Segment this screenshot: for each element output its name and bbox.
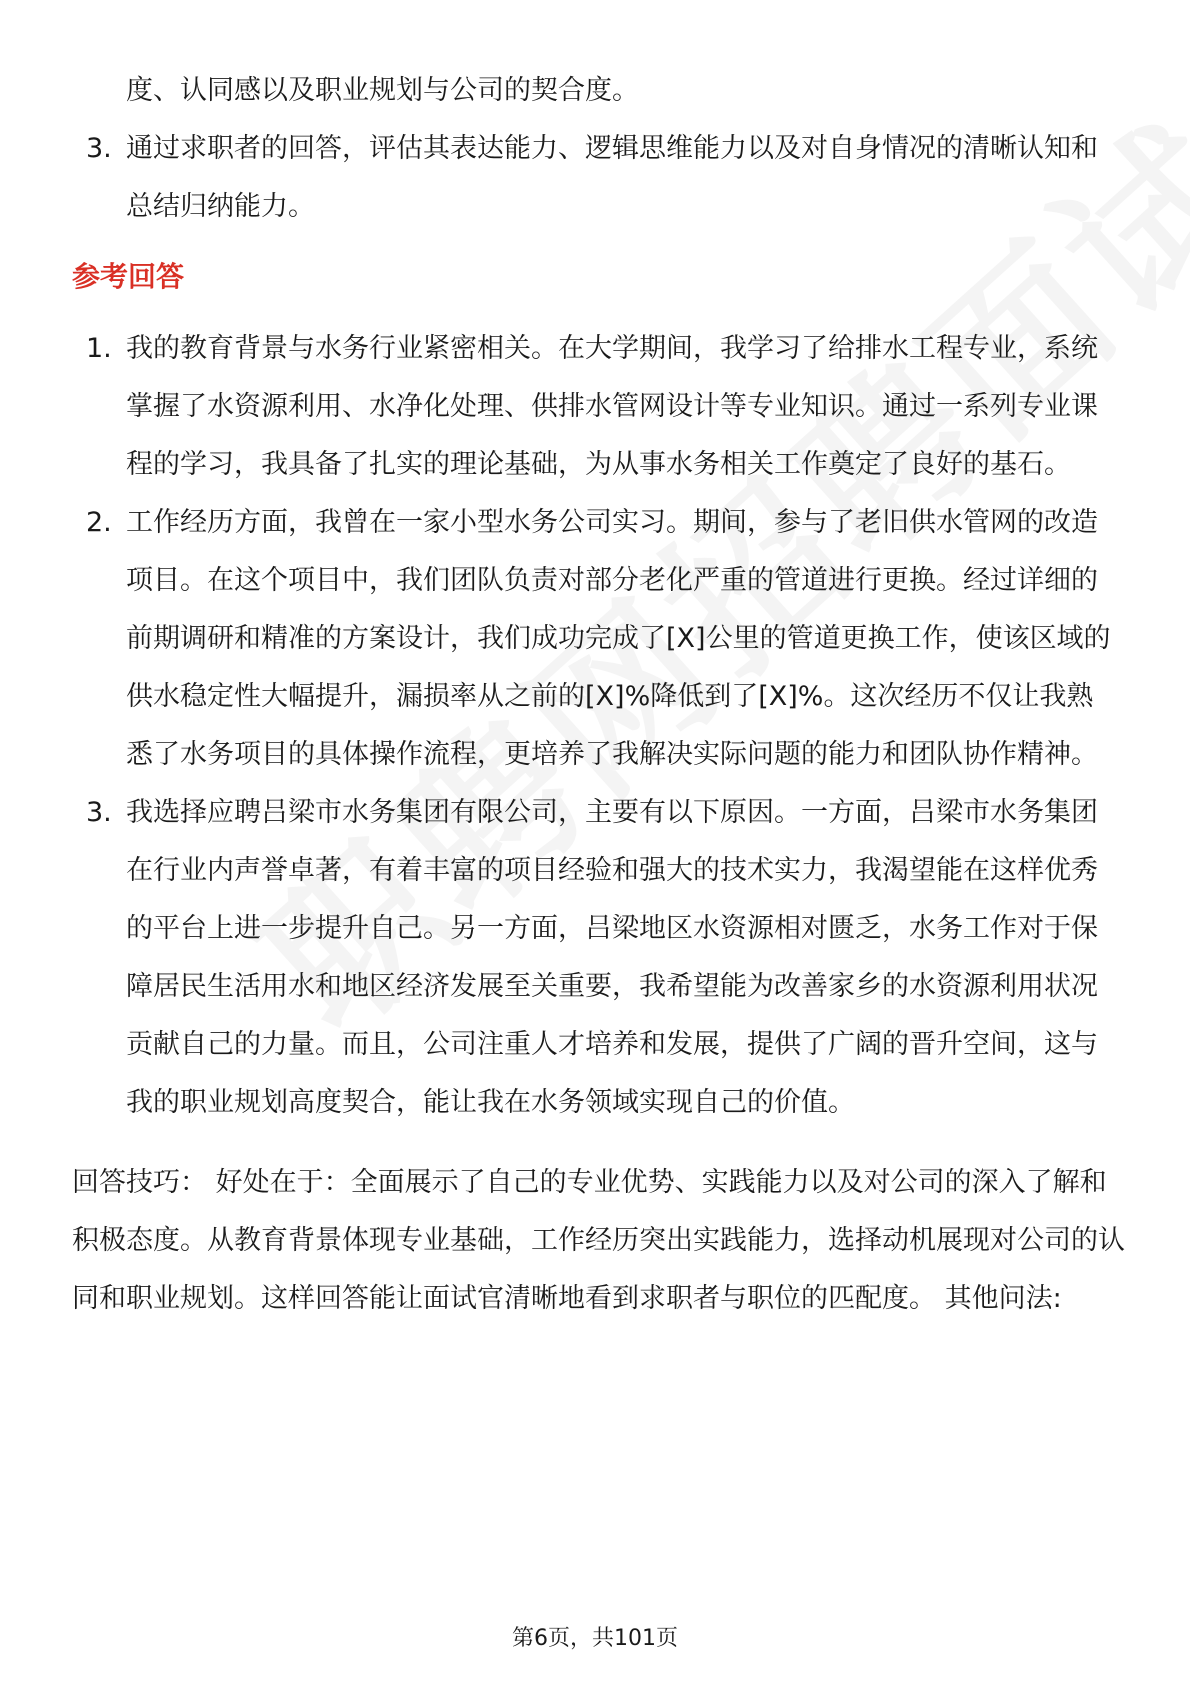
- list-item: [0, 320, 1190, 494]
- list-text: 工作经历方面，我曾在一家小型水务公司实习。期间，参与了老旧供水管网的改造项目。在这个项目中，我们团队负责对部分老化严重的管道进行更换。经过详细的前期调研和精准的方案设计，我们成功完成了[X]公里的管道更换工作，使该区域的供水稳定性大幅提升，漏损率从之前的[X]%降低到了[X]%。这次经历不仅让我熟悉了水务项目的具体操作流程，更培养了我解决实际问题的能力和团队协作精神。: [126, 507, 1111, 770]
- section-title: 参考回答: [72, 260, 185, 293]
- list-number: 1.: [86, 333, 112, 364]
- list-number: 3.: [86, 133, 112, 164]
- list-number: 3.: [86, 797, 112, 828]
- list-text: 我的教育背景与水务行业紧密相关。在大学期间，我学习了给排水工程专业，系统掌握了水资源利用、水净化处理、供排水管网设计等专业知识。通过一系列专业课程的学习，我具备了扎实的理论基础，为从事水务相关工作奠定了良好的基石。: [126, 333, 1098, 480]
- list-item: [0, 120, 1190, 236]
- continued-text: 度、认同感以及职业规划与公司的契合度。: [126, 75, 639, 106]
- list-text: 通过求职者的回答，评估其表达能力、逻辑思维能力以及对自身情况的清晰认知和总结归纳能力。: [126, 133, 1098, 222]
- list-item: [0, 784, 1190, 1132]
- list-number: 2.: [86, 507, 112, 538]
- reference-list: [0, 320, 1190, 1132]
- page-number: 第6页，共101页: [512, 1626, 678, 1651]
- answer-tips: 回答技巧： 好处在于：全面展示了自己的专业优势、实践能力以及对公司的深入了解和积极态度。从教育背景体现专业基础，工作经历突出实践能力，选择动机展现对公司的认同和职业规划。这样回答能让面试官清晰地看到求职者与职位的匹配度。 其他问法:: [72, 1167, 1125, 1314]
- intro-list: [0, 120, 1190, 236]
- list-item: [0, 494, 1190, 784]
- list-text: 我选择应聘吕梁市水务集团有限公司，主要有以下原因。一方面，吕梁市水务集团在行业内声誉卓著，有着丰富的项目经验和强大的技术实力，我渴望能在这样优秀的平台上进一步提升自己。另一方面，吕梁地区水资源相对匮乏，水务工作对于保障居民生活用水和地区经济发展至关重要，我希望能为改善家乡的水资源利用状况贡献自己的力量。而且，公司注重人才培养和发展，提供了广阔的晋升空间，这与我的职业规划高度契合，能让我在水务领域实现自己的价值。: [126, 797, 1098, 1118]
